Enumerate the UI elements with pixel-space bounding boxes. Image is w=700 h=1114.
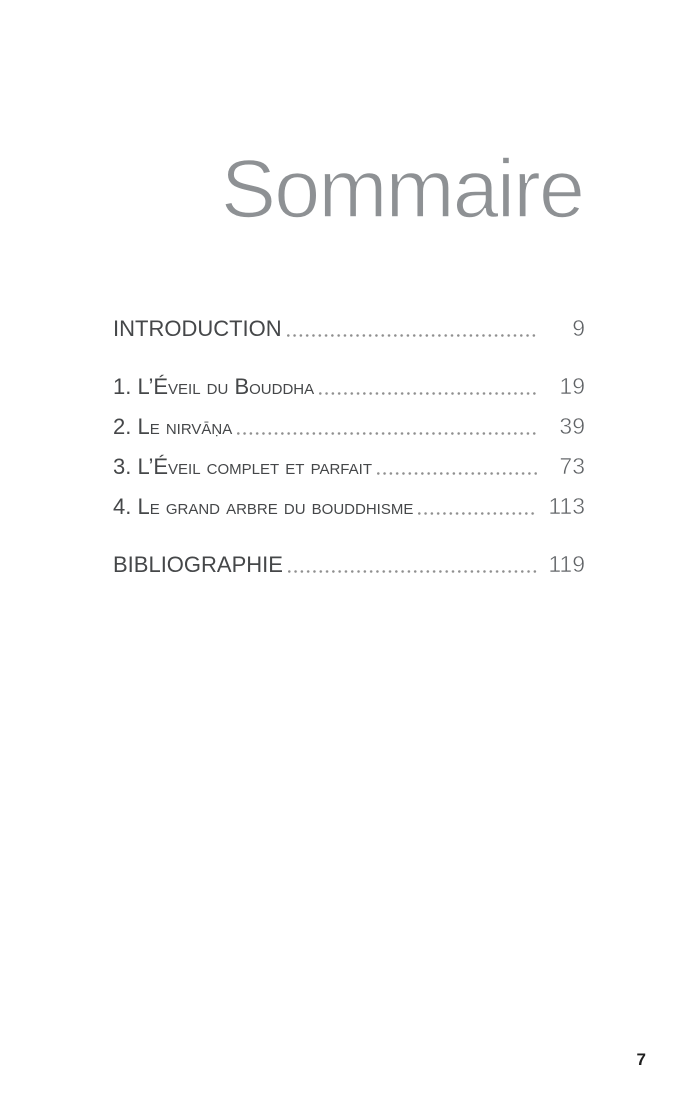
dot-leader [418,512,537,515]
toc-entry-chapter-2 [113,413,585,441]
toc-entry-chapter-3 [113,453,585,481]
dot-leader [237,432,537,435]
toc-entry-bibliographie [113,551,585,579]
toc-entry-label: 1. L’Éveil du Bouddha [113,374,315,399]
toc-entry-page-number: 9 [572,315,585,341]
toc-entry-page-number: 119 [548,551,585,577]
toc-entry-label: 2. Le nirvāṇa [113,414,233,439]
toc-entry-introduction [113,315,585,343]
dot-leader [288,570,537,573]
toc-entry-page-number: 39 [559,413,585,439]
table-of-contents [113,315,585,579]
dot-leader [319,392,537,395]
toc-entry-label: INTRODUCTION [113,316,282,341]
toc-entry-chapter-4 [113,493,585,521]
toc-entry-page-number: 73 [559,453,585,479]
toc-entry-chapter-1 [113,373,585,401]
dot-leader [287,334,537,337]
toc-entry-label: 4. Le grand arbre du bouddhisme [113,494,414,519]
toc-entry-page-number: 113 [548,493,585,519]
folio-page-number: 7 [636,1050,646,1069]
page-title: Sommaire [220,142,583,235]
toc-entry-label: 3. L’Éveil complet et parfait [113,454,372,479]
dot-leader [377,472,537,475]
toc-entry-page-number: 19 [559,373,585,399]
toc-entry-label: BIBLIOGRAPHIE [113,552,283,577]
